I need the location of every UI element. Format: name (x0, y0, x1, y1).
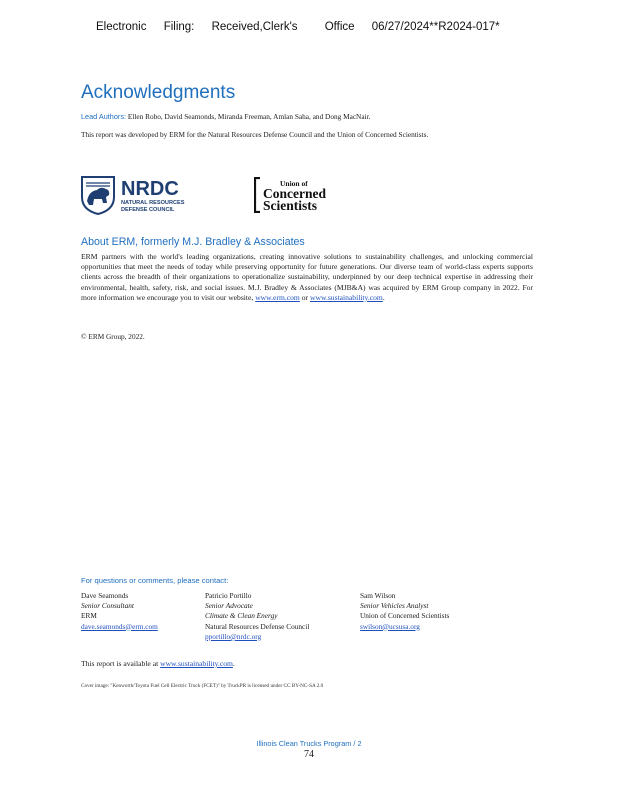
contact-org: ERM (81, 611, 97, 621)
contact-column-3 (360, 591, 449, 632)
cover-credit: Cover image: "Kenworth/Toyota Fuel Cell Electric Truck (FCET)" by TruckPR is licensed under CC BY-NC-SA 2.0 (81, 683, 324, 689)
ucs-bracket-icon (254, 177, 354, 213)
nrdc-bear-icon (81, 175, 211, 215)
ucs-line3: Scientists (263, 198, 317, 213)
contact-title: Senior Vehicles Analyst (360, 601, 429, 611)
about-heading: About ERM, formerly M.J. Bradley & Associates (81, 236, 305, 248)
stamp-received: Received,Clerk's (211, 21, 298, 33)
copyright: © ERM Group, 2022. (81, 332, 145, 341)
contact-org-2: Natural Resources Defense Council (205, 621, 310, 631)
availability-prefix: This report is available at (81, 659, 159, 668)
nrdc-line2: DEFENSE COUNCIL (121, 207, 175, 213)
page-number: 74 (304, 749, 314, 760)
filing-stamp (96, 21, 500, 33)
contact-name: Patricio Portillo (205, 591, 252, 600)
nrdc-logo (81, 175, 211, 215)
availability-end: . (232, 659, 235, 668)
erm-link[interactable]: www.erm.com (255, 292, 300, 302)
about-end: . (382, 292, 385, 302)
ucs-logo (254, 177, 354, 213)
contact-org: Climate & Clean Energy (205, 611, 278, 621)
sustainability-link[interactable]: www.sustainability.com (309, 292, 383, 302)
contact-org: Union of Concerned Scientists (360, 611, 450, 621)
about-paragraph (81, 252, 533, 303)
availability-note (81, 659, 235, 668)
stamp-office: Office (324, 21, 355, 33)
contact-heading: For questions or comments, please contact: (81, 576, 229, 585)
ucs-line2: Concerned (263, 186, 326, 201)
about-or: or (301, 292, 309, 302)
nrdc-line1: NATURAL RESOURCES (121, 200, 185, 206)
lead-authors (81, 112, 370, 121)
stamp-filing: Filing: (163, 21, 195, 33)
contact-name: Sam Wilson (360, 591, 396, 600)
ucs-line1: Union of (280, 179, 308, 188)
stamp-electronic: Electronic (96, 21, 147, 33)
contact-email[interactable]: pportillo@nrdc.org (205, 631, 262, 641)
lead-authors-names: Ellen Robo, David Seamonds, Miranda Freeman, Amlan Saha, and Dong MacNair. (127, 112, 371, 121)
developed-by-text: This report was developed by ERM for the Natural Resources Defense Council and the Union of Concerned Scientists. (81, 130, 429, 139)
contact-column-2 (205, 591, 309, 642)
contact-name: Dave Seamonds (81, 591, 129, 600)
about-body: ERM partners with the world's leading organizations, creating innovative solutions to sustainability challenges, and unlocking commercial opportunities that meet the needs of today while preserving opportunity for future generations. Our diverse team of world-class experts supports clients across the breadth of their organizations to operationalize sustainability, underpinned by our deep technical expertise in addressing their environmental, health, safety, risk, and social issues. M.J. Bradley & Associates (MJB&A) was acquired by ERM Group company in 2022. For more information we encourage you to visit our website, (81, 252, 533, 302)
nrdc-wordmark: NRDC (121, 178, 179, 200)
page-title: Acknowledgments (81, 82, 236, 103)
contact-column-1 (81, 591, 158, 632)
contact-email[interactable]: dave.seamonds@erm.com (81, 621, 158, 631)
contact-email[interactable]: swilson@ucsusa.org (360, 621, 420, 631)
stamp-code: 06/27/2024**R2024-017* (371, 21, 500, 33)
page-footer: Illinois Clean Trucks Program / 2 (256, 739, 362, 748)
contact-title: Senior Consultant (81, 601, 134, 611)
availability-link[interactable]: www.sustainability.com (160, 659, 233, 668)
lead-authors-label: Lead Authors: (81, 112, 127, 121)
contact-title: Senior Advocate (205, 601, 253, 611)
